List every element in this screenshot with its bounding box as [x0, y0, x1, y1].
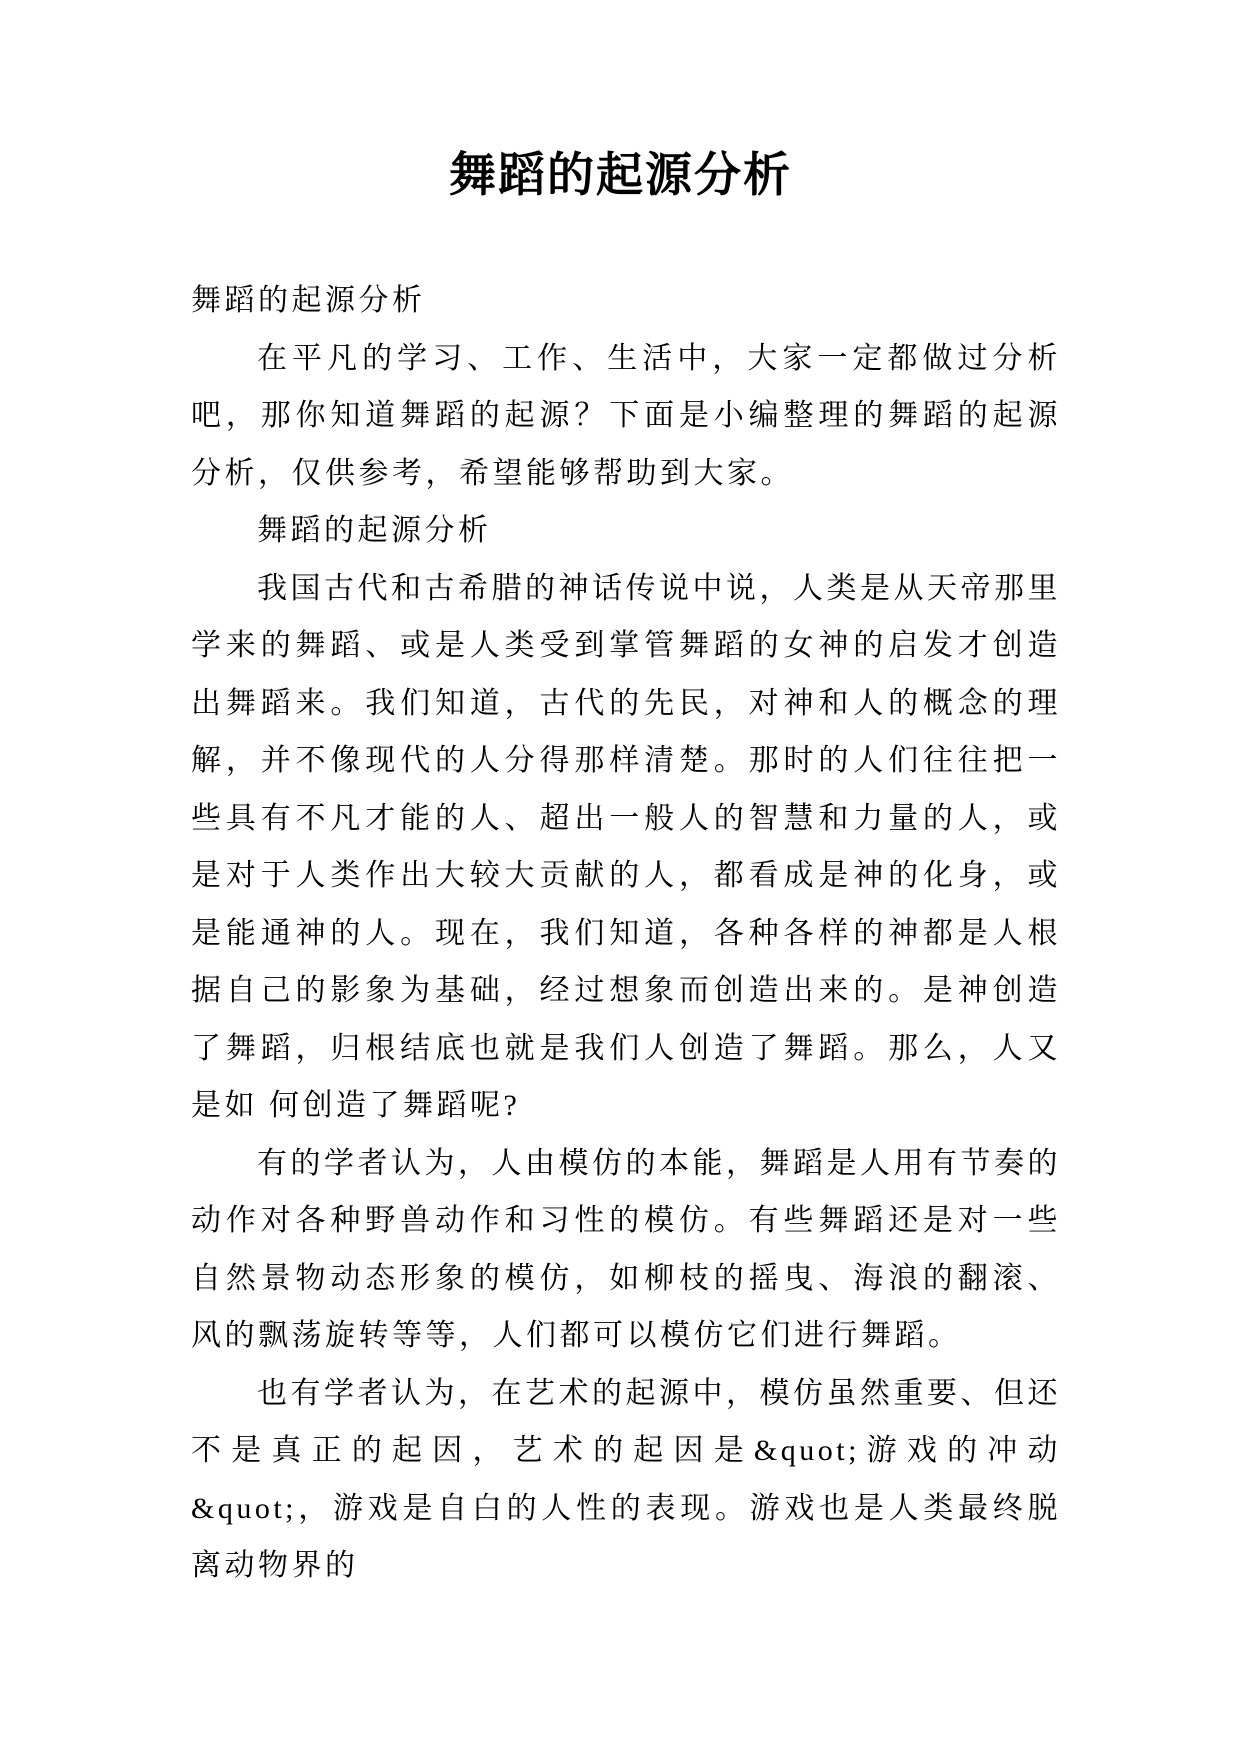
paragraph: 也有学者认为，在艺术的起源中，模仿虽然重要、但还不是真正的起因，艺术的起因是&quot;游戏的冲动&quot;，游戏是自白的人性的表现。游戏也是人类最终脱离动物界的 — [191, 1376, 1061, 1582]
paragraph: 在平凡的学习、工作、生活中，大家一定都做过分析吧，那你知道舞蹈的起源？下面是小编整理的舞蹈的起源分析，仅供参考，希望能够帮助到大家。 — [191, 341, 1061, 490]
document-title: 舞蹈的起源分析 — [449, 150, 792, 202]
document-body — [191, 272, 1061, 1595]
paragraph: 舞蹈的起源分析 — [191, 284, 426, 317]
paragraph: 我国古代和古希腊的神话传说中说，人类是从天帝那里学来的舞蹈、或是人类受到掌管舞蹈的女神的启发才创造出舞蹈来。我们知道，古代的先民，对神和人的概念的理解，并不像现代的人分得那样清楚。那时的人们往往把一些具有不凡才能的人、超出一般人的智慧和力量的人，或是对于人类作出大较大贡献的人，都看成是神的化身，或是能通神的人。现在，我们知道，各种各样的神都是人根据自己的影象为基础，经过想象而创造出来的。是神创造了舞蹈，归根结底也就是我们人创造了舞蹈。那么，人又是如 何创造了舞蹈呢? — [191, 571, 1061, 1122]
paragraph: 有的学者认为，人由模仿的本能，舞蹈是人用有节奏的动作对各种野兽动作和习性的模仿。有些舞蹈还是对一些自然景物动态形象的模仿，如柳枝的摇曳、海浪的翻滚、风的飘荡旋转等等，人们都可以模仿它们进行舞蹈。 — [191, 1146, 1061, 1352]
paragraph: 舞蹈的起源分析 — [257, 514, 492, 547]
